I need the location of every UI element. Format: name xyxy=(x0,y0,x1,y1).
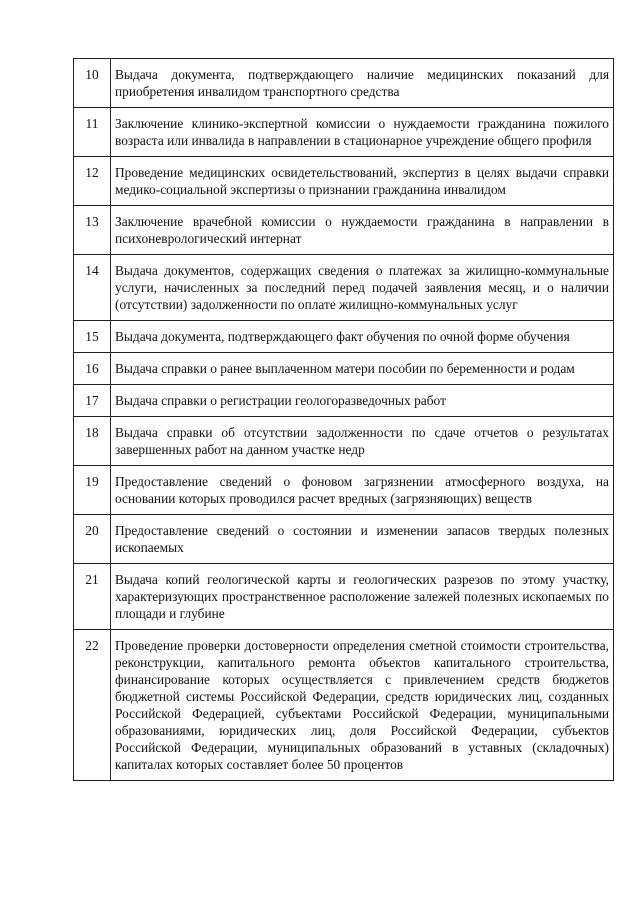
table-row xyxy=(74,321,614,353)
row-text: Выдача справки о ранее выплаченном матери пособии по беременности и родам xyxy=(111,353,614,385)
row-number: 13 xyxy=(74,206,111,255)
table-row xyxy=(74,353,614,385)
row-text: Выдача справки о регистрации геологоразведочных работ xyxy=(111,385,614,417)
table-row xyxy=(74,417,614,466)
row-number: 19 xyxy=(74,466,111,515)
row-number: 12 xyxy=(74,157,111,206)
row-number: 11 xyxy=(74,108,111,157)
row-text: Выдача копий геологической карты и геологических разрезов по этому участку, характеризующих пространственное расположение залежей полезных ископаемых по площади и глубине xyxy=(111,564,614,630)
services-table xyxy=(73,58,614,781)
row-number: 16 xyxy=(74,353,111,385)
row-text: Выдача справки об отсутствии задолженности по сдаче отчетов о результатах завершенных работ на данном участке недр xyxy=(111,417,614,466)
row-number: 14 xyxy=(74,255,111,321)
table-row xyxy=(74,255,614,321)
row-number: 15 xyxy=(74,321,111,353)
row-text: Предоставление сведений о фоновом загрязнении атмосферного воздуха, на основании которых проводился расчет вредных (загрязняющих) веществ xyxy=(111,466,614,515)
table-row xyxy=(74,630,614,781)
row-text: Заключение клинико-экспертной комиссии о нуждаемости гражданина пожилого возраста или инвалида в направлении в стационарное учреждение общего профиля xyxy=(111,108,614,157)
row-number: 21 xyxy=(74,564,111,630)
table-row xyxy=(74,157,614,206)
table-row xyxy=(74,564,614,630)
row-number: 20 xyxy=(74,515,111,564)
table-row xyxy=(74,59,614,108)
row-number: 18 xyxy=(74,417,111,466)
table-row xyxy=(74,108,614,157)
table-row xyxy=(74,206,614,255)
row-number: 22 xyxy=(74,630,111,781)
row-text: Проведение медицинских освидетельствований, экспертиз в целях выдачи справки медико-социальной экспертизы о признании гражданина инвалидом xyxy=(111,157,614,206)
table-row xyxy=(74,515,614,564)
table-row xyxy=(74,466,614,515)
row-text: Заключение врачебной комиссии о нуждаемости гражданина в направлении в психоневрологический интернат xyxy=(111,206,614,255)
row-number: 17 xyxy=(74,385,111,417)
row-text: Выдача документа, подтверждающего факт обучения по очной форме обучения xyxy=(111,321,614,353)
row-text: Выдача документа, подтверждающего наличие медицинских показаний для приобретения инвалидом транспортного средства xyxy=(111,59,614,108)
row-text: Предоставление сведений о состоянии и изменении запасов твердых полезных ископаемых xyxy=(111,515,614,564)
row-text: Выдача документов, содержащих сведения о платежах за жилищно-коммунальные услуги, начисленных за последний перед подачей заявления месяц, и о наличии (отсутствии) задолженности по оплате жилищно-коммунальных услуг xyxy=(111,255,614,321)
row-text: Проведение проверки достоверности определения сметной стоимости строительства, реконструкции, капитального ремонта объектов капитального строительства, финансирование которых осуществляется с привлечением средств бюджетов бюджетной системы Российской Федерации, средств юридических лиц, созданных Российской Федерацией, субъектами Российской Федерации, муниципальными образованиями, юридических лиц, доля Российской Федерации, субъектов Российской Федерации, муниципальных образований в уставных (складочных) капиталах которых составляет более 50 процентов xyxy=(111,630,614,781)
row-number: 10 xyxy=(74,59,111,108)
table-row xyxy=(74,385,614,417)
